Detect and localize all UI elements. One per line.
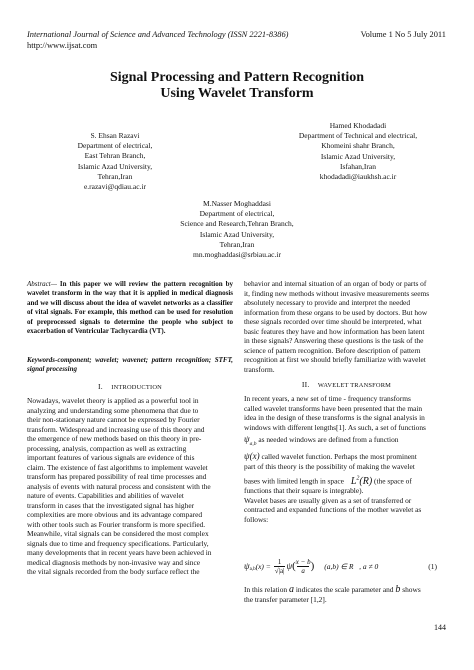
text-line: absolutely necessary to provide and interpret the needed bbox=[244, 298, 411, 307]
text-line: transform. bbox=[244, 364, 275, 374]
text-line: medical diagnosis methods by non-invasive way and since bbox=[27, 557, 201, 567]
text-line: important features of various signals are evidence of this bbox=[27, 453, 195, 462]
author-email: mn.moghaddasi@srbiau.ac.ir bbox=[193, 250, 281, 260]
text-line: in these signals? Answering these questions is the task of the bbox=[244, 336, 424, 345]
author-line: Department of electrical, bbox=[199, 209, 275, 219]
text-line: functions that their square is integrable). bbox=[244, 486, 364, 496]
eq-arg-den: a bbox=[297, 566, 309, 575]
text-span: indicates the scale parameter and bbox=[295, 585, 394, 594]
author-line: Department of electrical, bbox=[77, 141, 153, 151]
text-line: nature of events. Capabilities and abilities of wavelet bbox=[27, 491, 184, 500]
text-line: In recent years, a new set of time - frequency transforms bbox=[244, 394, 411, 403]
eq-psi: ψ bbox=[286, 561, 293, 571]
author-name: Hamed Khodadadi bbox=[329, 121, 387, 130]
text-line: claim. The existence of fast algorithms to implement wavelet bbox=[27, 462, 208, 472]
text-line: Meanwhile, vital signals can be considered the most complex bbox=[27, 529, 209, 538]
eq-frac bbox=[274, 558, 286, 575]
author-line: Isfahan,Iran bbox=[339, 161, 377, 171]
text-line: behavior and internal situation of an organ of body or parts of bbox=[244, 279, 427, 288]
paper-title bbox=[0, 70, 474, 102]
text-line: signals due to time and frequency specifications. Particularly, bbox=[27, 538, 209, 548]
eq-frac-den: √|a| bbox=[274, 566, 285, 575]
author-email: khodadadi@iaukhsh.ac.ir bbox=[319, 172, 397, 182]
eq-paren-open: ( bbox=[292, 560, 296, 572]
abstract-label: Abstract— bbox=[27, 280, 57, 288]
journal-url: http://www.ijsat.com bbox=[27, 41, 98, 50]
text-line: science of pattern recognition. Before description of pattern bbox=[244, 345, 421, 355]
text-line bbox=[244, 474, 449, 486]
section-number: I. bbox=[98, 382, 103, 391]
text-line: transform has prepared possibility of real time processes and bbox=[27, 472, 207, 481]
relation-text bbox=[244, 585, 449, 604]
eq-condition: (a,b) ∈ R , a ≠ 0 bbox=[324, 561, 379, 571]
psi-x-symbol: ψ(x) bbox=[244, 451, 260, 462]
text-line: complexities are more obvious and its advantage compared bbox=[27, 510, 203, 519]
l2-space-symbol: $L^2(R)$ bbox=[345, 475, 373, 487]
text-span: (the space of bbox=[372, 476, 412, 486]
author-email: e.razavi@qdiau.ac.ir bbox=[83, 182, 147, 192]
eq-sub: a,b bbox=[249, 566, 256, 572]
author-line: Department of Technical and electrical, bbox=[298, 131, 418, 141]
author-name: S. Ehsan Razavi bbox=[90, 131, 140, 140]
text-line: the transfer parameter [1,2]. bbox=[244, 594, 327, 604]
symbol-a: a bbox=[288, 584, 294, 595]
psi-ab-symbol: $\psi_{a,b}$ bbox=[244, 434, 257, 447]
eq-paren-close: ) bbox=[310, 560, 315, 572]
text-line: called wavelet transforms have been presented that the main bbox=[244, 403, 423, 413]
author-line: Science and Research,Tehran Branch, bbox=[180, 219, 294, 229]
author-line: Tehran,Iran bbox=[97, 171, 133, 181]
text-line: processing, analysis, compaction as well as extracting bbox=[27, 443, 187, 453]
text-line: part of this theory is the possibility of making the wavelet bbox=[244, 461, 415, 471]
text-line: analyzing and understanding some phenomena that due to bbox=[27, 405, 199, 415]
title-line: Using Wavelet Transform bbox=[160, 86, 314, 101]
text-line: the vital signals recorded from the body surface reflect the bbox=[27, 567, 200, 576]
author-line: Islamic Azad University, bbox=[77, 161, 153, 171]
text-line: many developments that in recent years have been achieved in bbox=[27, 548, 212, 557]
text-line: transform. Widespread and increasing use of this theory and bbox=[27, 424, 205, 434]
author-line: East Tehran Branch, bbox=[84, 151, 146, 161]
author-block-1 bbox=[40, 131, 190, 192]
section-number: II. bbox=[301, 380, 310, 389]
section-title: WAVELET TRANSFORM bbox=[317, 382, 392, 389]
journal-header: International Journal of Science and Advanced Technology (ISSN 2221-8386) bbox=[27, 30, 289, 39]
equation-1 bbox=[244, 553, 449, 579]
eq-x: (x) = bbox=[255, 561, 273, 571]
intro-continuation bbox=[244, 279, 449, 374]
text-line: analysis of events with natural process and consistent with the bbox=[27, 481, 211, 491]
author-line: Islamic Azad University, bbox=[320, 151, 396, 161]
eq-frac-num: 1 bbox=[277, 557, 282, 566]
text-line: follows: bbox=[244, 514, 269, 524]
text-line: these signals recorded over time should be interpreted, what bbox=[244, 317, 422, 326]
text-line: it, finding new methods without invasive measurements seems bbox=[244, 288, 430, 298]
author-line: Khomeini shahr Branch, bbox=[321, 141, 395, 151]
text-span: bases with limited length in space bbox=[244, 476, 344, 486]
text-span: shows bbox=[402, 585, 421, 594]
section-heading-intro bbox=[27, 382, 233, 391]
text-span: called wavelet function. Perhaps the most prominent bbox=[259, 452, 417, 462]
text-line: their non-stationary nature cannot be expressed by Fourier bbox=[27, 415, 200, 424]
text-line: Nowadays, wavelet theory is applied as a powerful tool in bbox=[27, 396, 199, 405]
author-line: Islamic Azad University, bbox=[199, 229, 275, 239]
text-line: Wavelet bases are usually given as a set of transferred or bbox=[244, 495, 412, 505]
text-line: windows with different lengths[1]. As such, a set of functions bbox=[244, 422, 426, 432]
text-line: transform in cases that the investigated signal has higher bbox=[27, 500, 195, 510]
title-line: Signal Processing and Pattern Recognition bbox=[109, 70, 365, 85]
text-span: In this relation bbox=[244, 585, 288, 594]
section-title: INTRODUCTION bbox=[111, 384, 162, 391]
intro-body bbox=[27, 396, 233, 577]
text-line: contracted and expanded functions of the mother wavelet as bbox=[244, 505, 422, 515]
wavelet-body bbox=[244, 394, 449, 524]
text-line bbox=[244, 435, 449, 449]
keywords: Keywords-component; wavelet; wavenet; pattern recognition; STFT, signal processing bbox=[27, 356, 233, 374]
text-line: the emergence of new methods based on this theory in pre- bbox=[27, 434, 202, 443]
page-number: 144 bbox=[434, 623, 446, 632]
text-line: basic features they have and how information has been latent bbox=[244, 326, 425, 336]
abstract-text: In this paper we will review the pattern recognition by wavelet transform in the way that it is applied in medical diagnosis and we will discuss about the idea of wavelet networks as a classifier of vital signals. For example, this method can be used for resolution of preprocessed signals to determine the people who subject to exacerbation of Ventricular Tachycardia (VT). bbox=[27, 280, 233, 336]
eq-arg bbox=[296, 558, 311, 575]
text-line bbox=[244, 452, 449, 462]
author-name: M.Nasser Moghaddasi bbox=[203, 199, 271, 208]
text-line: recognition at first we should briefly familiarize with wavelet bbox=[244, 355, 426, 364]
volume-header: Volume 1 No 5 July 2011 bbox=[360, 30, 446, 39]
eq-arg-num: x − b bbox=[295, 557, 311, 566]
symbol-b: b bbox=[395, 584, 401, 595]
author-line: Tehran,Iran bbox=[219, 239, 255, 249]
author-block-2 bbox=[262, 121, 454, 182]
author-block-3 bbox=[152, 199, 322, 260]
eq-lhs: ψ bbox=[244, 561, 250, 571]
eq-number: (1) bbox=[428, 561, 437, 571]
text-span: as needed windows are defined from a function bbox=[256, 435, 399, 444]
section-heading-wavelet bbox=[244, 380, 449, 389]
text-line: information from these organs to be used by doctors. But how bbox=[244, 307, 428, 317]
abstract bbox=[27, 280, 233, 336]
text-line: idea in the design of these transforms is the signal analysis in bbox=[244, 413, 425, 422]
text-line: with other tools such as Fourier transform is more specified. bbox=[27, 519, 206, 529]
text-line bbox=[244, 585, 449, 595]
